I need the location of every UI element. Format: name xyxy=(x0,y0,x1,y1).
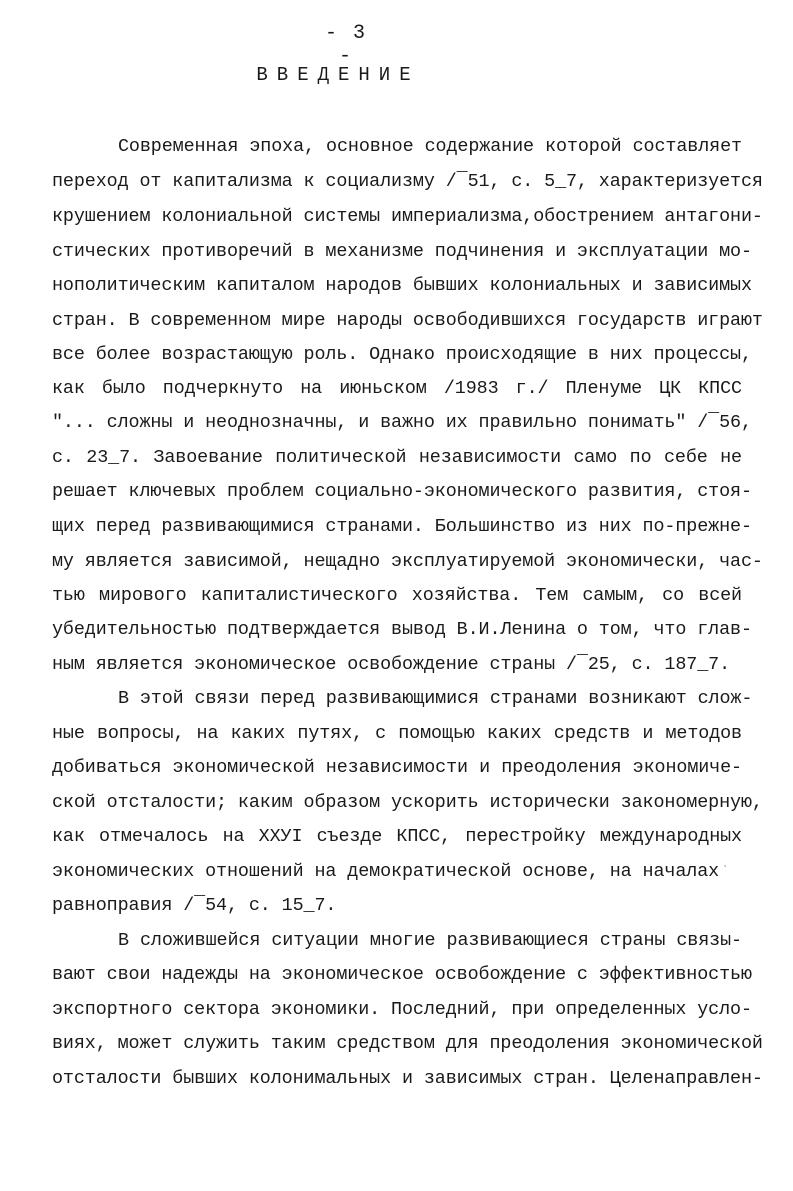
text-line: вают свои надежды на экономическое освобождение с эффективностью xyxy=(52,964,752,985)
page-title: ВВЕДЕНИЕ xyxy=(256,64,420,86)
page-number: - 3 - xyxy=(324,22,367,68)
text-line: отсталости бывших колонимальных и зависимых стран. Целенаправлен- xyxy=(52,1068,763,1089)
text-line: стран. В современном мире народы освободившихся государств играют xyxy=(52,310,763,331)
text-line: все более возрастающую роль. Однако происходящие в них процессы, xyxy=(52,344,752,365)
text-line: В этой связи перед развивающимися странами возникают слож- xyxy=(118,688,753,709)
text-line: В сложившейся ситуации многие развивающиеся страны связы- xyxy=(118,930,742,951)
text-line: ным является экономическое освобождение страны /¯25, с. 187_7. xyxy=(52,654,731,675)
text-line: "... сложны и неоднозначны, и важно их правильно понимать" /¯56, xyxy=(52,412,752,433)
text-line: равноправия /¯54, с. 15_7. xyxy=(52,895,337,916)
text-line: переход от капитализма к социализму /¯51, с. 5_7, характеризуется xyxy=(52,171,763,192)
text-line: ской отсталости; каким образом ускорить исторически закономерную, xyxy=(52,792,763,813)
text-line: решает ключевых проблем социально-экономического развития, стоя- xyxy=(52,481,752,502)
text-line: экономических отношений на демократической основе, на началах xyxy=(52,861,720,882)
text-line: экспортного сектора экономики. Последний, при определенных усло- xyxy=(52,999,752,1020)
text-line: добиваться экономической независимости и преодоления экономиче- xyxy=(52,757,742,778)
text-line: крушением колониальной системы империализма,обострением антагони- xyxy=(52,206,763,227)
text-line: тью мирового капиталистического хозяйства. Тем самым, со всей xyxy=(52,585,742,606)
text-line: му является зависимой, нещадно эксплуатируемой экономически, час- xyxy=(52,551,763,572)
text-line: как отмечалось на ХХУI съезде КПСС, перестройку международных xyxy=(52,826,742,847)
text-line: с. 23_7. Завоевание политической независимости само по себе не xyxy=(52,447,742,468)
stray-mark: ˋ xyxy=(722,864,730,878)
text-line: виях, может служить таким средством для преодоления экономической xyxy=(52,1033,763,1054)
text-line: Современная эпоха, основное содержание которой составляет xyxy=(118,136,742,157)
text-line: нополитическим капиталом народов бывших колониальных и зависимых xyxy=(52,275,752,296)
text-line: стических противоречий в механизме подчинения и эксплуатации мо- xyxy=(52,241,752,262)
text-line: ные вопросы, на каких путях, с помощью каких средств и методов xyxy=(52,723,742,744)
text-line: убедительностью подтверждается вывод В.И.Ленина о том, что глав- xyxy=(52,619,752,640)
text-line: щих перед развивающимися странами. Большинство из них по-прежне- xyxy=(52,516,752,537)
text-line: как было подчеркнуто на июньском /1983 г./ Пленуме ЦК КПСС xyxy=(52,378,742,399)
